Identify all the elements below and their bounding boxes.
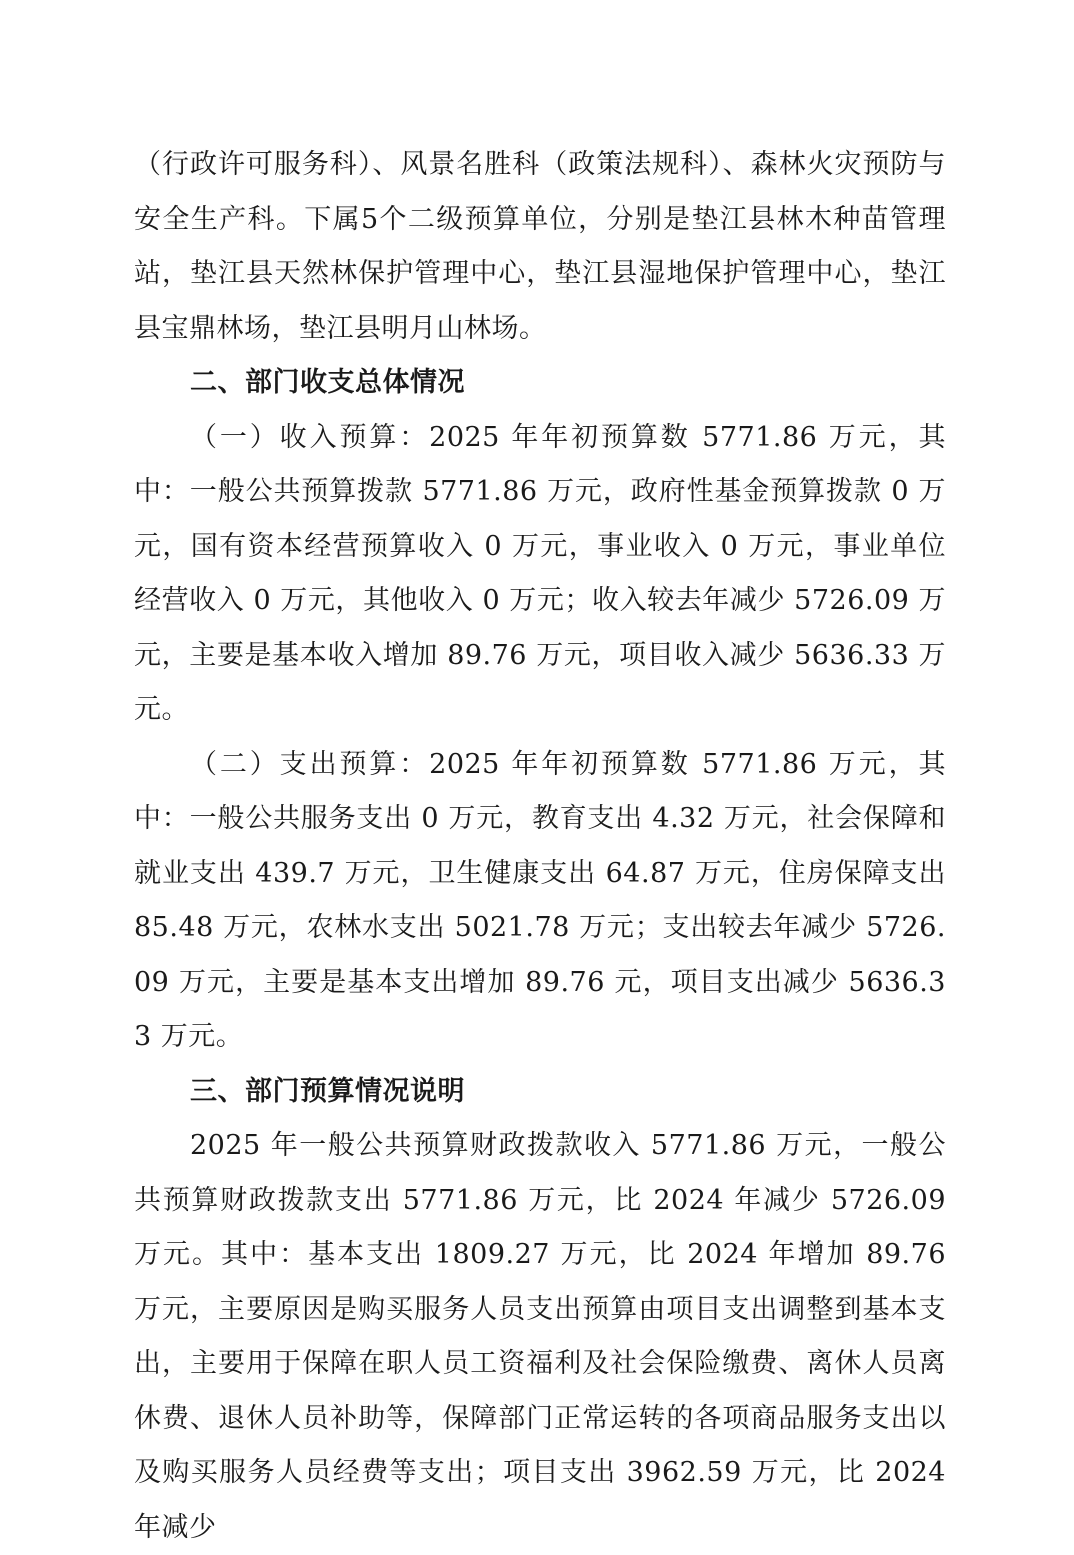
paragraph-income-budget: （一）收入预算：2025 年年初预算数 5771.86 万元，其中：一般公共预算拨款 5771.86 万元，政府性基金预算拨款 0 万元，国有资本经营预算收入 0 万元，事业收入 0 万元，事业单位经营收入 0 万元，其他收入 0 万元；收入较去年减少 5726.09 万元，主要是基本收入增加 89.76 万元，项目收入减少 5636.33 万元。 — [134, 421, 946, 725]
document-body — [134, 138, 946, 1555]
section-heading-budget-explanation: 三、部门预算情况说明 — [190, 1075, 465, 1107]
paragraph-general-budget: 2025 年一般公共预算财政拨款收入 5771.86 万元，一般公共预算财政拨款支出 5771.86 万元，比 2024 年减少 5726.09 万元。其中：基本支出 1809.27 万元，比 2024 年增加 89.76 万元，主要原因是购买服务人员支出预算由项目支出调整到基本支出，主要用于保障在职人员工资福利及社会保险缴费、离休人员离休费、退休人员补助等，保障部门正常运转的各项商品服务支出以及购买服务人员经费等支出；项目支出 3962.59 万元，比 2024 年减少 — [134, 1130, 946, 1543]
paragraph-department-structure: （行政许可服务科）、风景名胜科（政策法规科）、森林火灾预防与安全生产科。下属5个二级预算单位，分别是垫江县林木种苗管理站，垫江县天然林保护管理中心，垫江县湿地保护管理中心，垫江县宝鼎林场，垫江县明月山林场。 — [134, 149, 946, 344]
paragraph-expense-budget: （二）支出预算：2025 年年初预算数 5771.86 万元，其中：一般公共服务支出 0 万元，教育支出 4.32 万元，社会保障和就业支出 439.7 万元，卫生健康支出 64.87 万元，住房保障支出 85.48 万元，农林水支出 5021.78 万元；支出较去年减少 5726.09 万元，主要是基本支出增加 89.76 元，项目支出减少 5636.33 万元。 — [134, 748, 946, 1052]
section-heading-overall-income-expense: 二、部门收支总体情况 — [190, 367, 465, 398]
